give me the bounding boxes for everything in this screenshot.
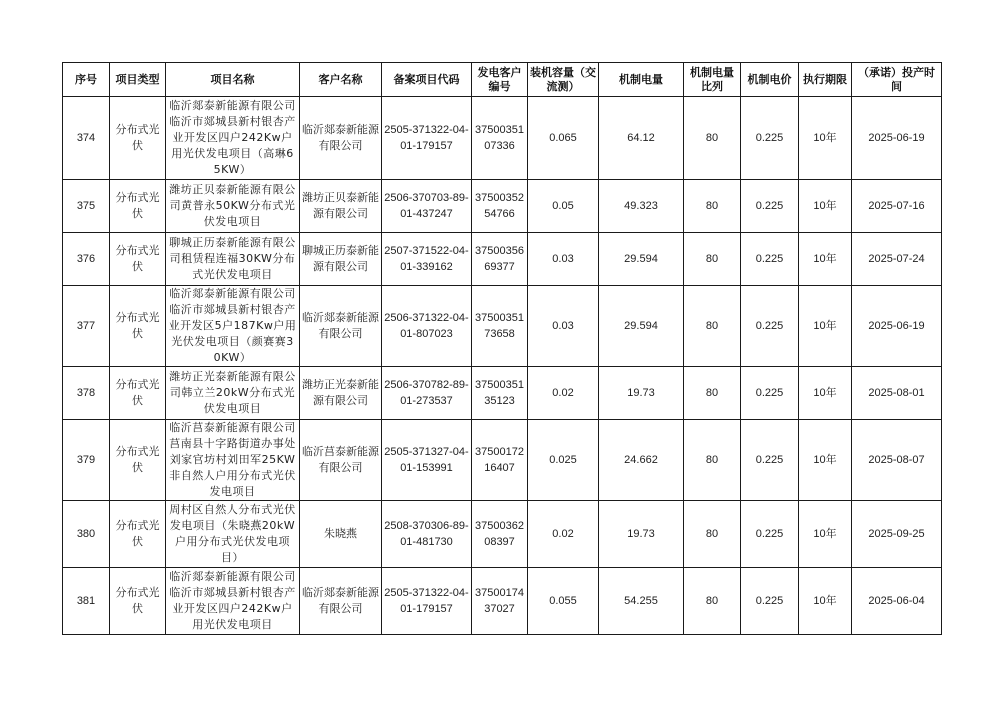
cell-capacity: 0.02 xyxy=(528,367,599,420)
cell-term: 10年 xyxy=(799,501,852,568)
cell-term: 10年 xyxy=(799,97,852,180)
cell-term: 10年 xyxy=(799,367,852,420)
cell-ratio: 80 xyxy=(684,180,741,233)
cell-capacity: 0.03 xyxy=(528,233,599,286)
cell-customer-no: 3750035669377 xyxy=(472,233,528,286)
table-row xyxy=(63,286,942,367)
project-table xyxy=(62,62,942,635)
cell-project-name: 临沂莒泰新能源有限公司莒南县十字路街道办事处刘家官坊村刘田军25KW非自然人户用分布式光伏发电项目 xyxy=(166,420,300,501)
cell-date: 2025-07-24 xyxy=(852,233,942,286)
cell-filing-code: 2506-370703-89-01-437247 xyxy=(382,180,472,233)
header-price: 机制电价 xyxy=(741,63,799,97)
cell-capacity: 0.03 xyxy=(528,286,599,367)
cell-ratio: 80 xyxy=(684,286,741,367)
cell-project-name: 周村区自然人分布式光伏发电项目（朱晓燕20kW户用分布式光伏发电项目） xyxy=(166,501,300,568)
cell-capacity: 0.05 xyxy=(528,180,599,233)
cell-date: 2025-06-19 xyxy=(852,97,942,180)
header-capacity: 装机容量（交流测） xyxy=(528,63,599,97)
cell-type: 分布式光伏 xyxy=(110,286,166,367)
cell-filing-code: 2506-370782-89-01-273537 xyxy=(382,367,472,420)
cell-type: 分布式光伏 xyxy=(110,501,166,568)
cell-client-name: 临沂郯泰新能源有限公司 xyxy=(300,568,382,635)
cell-ratio: 80 xyxy=(684,568,741,635)
cell-type: 分布式光伏 xyxy=(110,97,166,180)
cell-filing-code: 2505-371322-04-01-179157 xyxy=(382,568,472,635)
cell-date: 2025-06-19 xyxy=(852,286,942,367)
header-mech-energy: 机制电量 xyxy=(599,63,684,97)
cell-capacity: 0.065 xyxy=(528,97,599,180)
cell-seq: 379 xyxy=(63,420,110,501)
table-row xyxy=(63,180,942,233)
cell-client-name: 朱晓燕 xyxy=(300,501,382,568)
cell-seq: 374 xyxy=(63,97,110,180)
cell-client-name: 临沂莒泰新能源有限公司 xyxy=(300,420,382,501)
cell-project-name: 临沂郯泰新能源有限公司临沂市郯城县新村银杏产业开发区四户242Kw户用光伏发电项目（高琳65KW） xyxy=(166,97,300,180)
cell-customer-no: 3750017437027 xyxy=(472,568,528,635)
cell-price: 0.225 xyxy=(741,367,799,420)
cell-customer-no: 3750017216407 xyxy=(472,420,528,501)
cell-filing-code: 2507-371522-04-01-339162 xyxy=(382,233,472,286)
cell-term: 10年 xyxy=(799,180,852,233)
cell-project-name: 聊城正历泰新能源有限公司租赁程连福30KW分布式光伏发电项目 xyxy=(166,233,300,286)
cell-term: 10年 xyxy=(799,233,852,286)
table-row xyxy=(63,233,942,286)
cell-client-name: 临沂郯泰新能源有限公司 xyxy=(300,286,382,367)
header-type: 项目类型 xyxy=(110,63,166,97)
cell-ratio: 80 xyxy=(684,97,741,180)
cell-capacity: 0.02 xyxy=(528,501,599,568)
table-header-row xyxy=(63,63,942,97)
cell-ratio: 80 xyxy=(684,501,741,568)
cell-project-name: 潍坊正贝泰新能源有限公司黄普永50KW分布式光伏发电项目 xyxy=(166,180,300,233)
table-row xyxy=(63,420,942,501)
cell-customer-no: 3750035173658 xyxy=(472,286,528,367)
cell-mech-energy: 49.323 xyxy=(599,180,684,233)
cell-mech-energy: 29.594 xyxy=(599,286,684,367)
cell-customer-no: 3750035107336 xyxy=(472,97,528,180)
cell-mech-energy: 19.73 xyxy=(599,501,684,568)
cell-project-name: 临沂郯泰新能源有限公司临沂市郯城县新村银杏产业开发区5户187Kw户用光伏发电项目（颜赛赛30KW） xyxy=(166,286,300,367)
cell-client-name: 临沂郯泰新能源有限公司 xyxy=(300,97,382,180)
cell-price: 0.225 xyxy=(741,501,799,568)
cell-price: 0.225 xyxy=(741,180,799,233)
cell-seq: 381 xyxy=(63,568,110,635)
cell-seq: 377 xyxy=(63,286,110,367)
cell-price: 0.225 xyxy=(741,97,799,180)
cell-date: 2025-06-04 xyxy=(852,568,942,635)
table-row xyxy=(63,568,942,635)
cell-seq: 380 xyxy=(63,501,110,568)
cell-capacity: 0.025 xyxy=(528,420,599,501)
cell-filing-code: 2505-371327-04-01-153991 xyxy=(382,420,472,501)
cell-filing-code: 2506-371322-04-01-807023 xyxy=(382,286,472,367)
cell-filing-code: 2508-370306-89-01-481730 xyxy=(382,501,472,568)
cell-price: 0.225 xyxy=(741,286,799,367)
header-date: （承诺）投产时间 xyxy=(852,63,942,97)
cell-client-name: 聊城正历泰新能源有限公司 xyxy=(300,233,382,286)
cell-customer-no: 3750035254766 xyxy=(472,180,528,233)
cell-filing-code: 2505-371322-04-01-179157 xyxy=(382,97,472,180)
cell-date: 2025-07-16 xyxy=(852,180,942,233)
cell-type: 分布式光伏 xyxy=(110,568,166,635)
header-filing-code: 备案项目代码 xyxy=(382,63,472,97)
cell-term: 10年 xyxy=(799,420,852,501)
table-row xyxy=(63,97,942,180)
header-customer-no: 发电客户编号 xyxy=(472,63,528,97)
header-ratio: 机制电量比列 xyxy=(684,63,741,97)
header-project-name: 项目名称 xyxy=(166,63,300,97)
table-row xyxy=(63,501,942,568)
cell-ratio: 80 xyxy=(684,367,741,420)
cell-price: 0.225 xyxy=(741,233,799,286)
cell-customer-no: 3750036208397 xyxy=(472,501,528,568)
cell-type: 分布式光伏 xyxy=(110,233,166,286)
cell-ratio: 80 xyxy=(684,420,741,501)
table-row xyxy=(63,367,942,420)
cell-term: 10年 xyxy=(799,568,852,635)
cell-term: 10年 xyxy=(799,286,852,367)
cell-mech-energy: 29.594 xyxy=(599,233,684,286)
cell-date: 2025-08-07 xyxy=(852,420,942,501)
cell-ratio: 80 xyxy=(684,233,741,286)
cell-seq: 378 xyxy=(63,367,110,420)
cell-client-name: 潍坊正光泰新能源有限公司 xyxy=(300,367,382,420)
cell-capacity: 0.055 xyxy=(528,568,599,635)
cell-price: 0.225 xyxy=(741,568,799,635)
cell-mech-energy: 24.662 xyxy=(599,420,684,501)
cell-customer-no: 3750035135123 xyxy=(472,367,528,420)
cell-seq: 375 xyxy=(63,180,110,233)
cell-project-name: 潍坊正光泰新能源有限公司韩立兰20kW分布式光伏发电项目 xyxy=(166,367,300,420)
cell-type: 分布式光伏 xyxy=(110,180,166,233)
cell-type: 分布式光伏 xyxy=(110,367,166,420)
cell-type: 分布式光伏 xyxy=(110,420,166,501)
header-seq: 序号 xyxy=(63,63,110,97)
cell-mech-energy: 54.255 xyxy=(599,568,684,635)
cell-seq: 376 xyxy=(63,233,110,286)
header-client-name: 客户名称 xyxy=(300,63,382,97)
header-term: 执行期限 xyxy=(799,63,852,97)
cell-project-name: 临沂郯泰新能源有限公司临沂市郯城县新村银杏产业开发区四户242Kw户用光伏发电项目 xyxy=(166,568,300,635)
cell-date: 2025-09-25 xyxy=(852,501,942,568)
cell-date: 2025-08-01 xyxy=(852,367,942,420)
cell-mech-energy: 64.12 xyxy=(599,97,684,180)
cell-client-name: 潍坊正贝泰新能源有限公司 xyxy=(300,180,382,233)
cell-mech-energy: 19.73 xyxy=(599,367,684,420)
cell-price: 0.225 xyxy=(741,420,799,501)
